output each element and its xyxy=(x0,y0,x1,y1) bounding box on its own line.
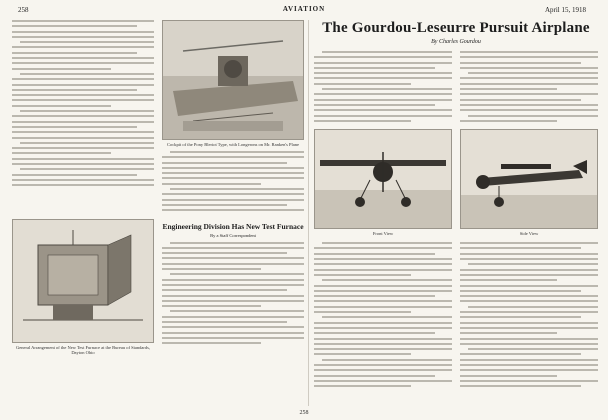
side-view-caption: Side View xyxy=(519,231,539,237)
issue-date: April 15, 1918 xyxy=(544,6,586,14)
front-view-image xyxy=(315,130,451,228)
front-view-block xyxy=(314,129,452,240)
furnace-drawing xyxy=(12,219,154,343)
intro-text xyxy=(314,51,598,125)
body-text-block xyxy=(162,242,304,345)
body-text-block xyxy=(460,242,598,390)
body-text-block xyxy=(12,20,154,215)
side-view-block xyxy=(460,129,598,240)
furnace-article xyxy=(162,219,304,359)
left-top-area xyxy=(12,20,304,215)
body-text-block xyxy=(460,51,598,125)
article-title: The Gourdou-Leseurre Pursuit Airplane xyxy=(322,20,590,36)
cockpit-photo-block xyxy=(162,20,304,215)
article-byline: By Charles Gourdou xyxy=(431,39,481,45)
cockpit-photo xyxy=(162,20,304,140)
column-divider xyxy=(308,20,309,406)
cockpit-photo-image xyxy=(163,21,303,139)
right-column xyxy=(314,20,598,406)
folio-number: 258 xyxy=(299,410,309,416)
side-view-image xyxy=(461,130,597,228)
magazine-name: AVIATION xyxy=(282,5,326,13)
body-text-block xyxy=(162,151,304,211)
page-number: 258 xyxy=(18,6,29,14)
left-bottom-area xyxy=(12,219,304,359)
furnace-photo-block xyxy=(12,219,154,359)
photos-row xyxy=(314,129,598,240)
page-header xyxy=(10,5,598,16)
furnace-drawing-image xyxy=(13,220,153,342)
body-text-block xyxy=(314,51,452,125)
body-text xyxy=(314,242,598,390)
front-view-photo xyxy=(314,129,452,229)
article-byline: By a Staff Correspondent xyxy=(210,232,256,238)
furnace-drawing-caption: General Arrangement of the New Test Furnace at the Bureau of Standards, Dayton Ohio xyxy=(15,344,151,355)
left-column xyxy=(12,20,304,406)
front-view-caption: Front View xyxy=(372,231,394,237)
body-text-block xyxy=(314,242,452,390)
article-title: Engineering Division Has New Test Furnace xyxy=(162,221,304,231)
side-view-photo xyxy=(460,129,598,229)
cockpit-photo-caption: Cockpit of the Pony Bleriot Type, with Longerons on Mr. Ranken's Plane xyxy=(166,142,300,147)
page-footer xyxy=(0,410,608,416)
